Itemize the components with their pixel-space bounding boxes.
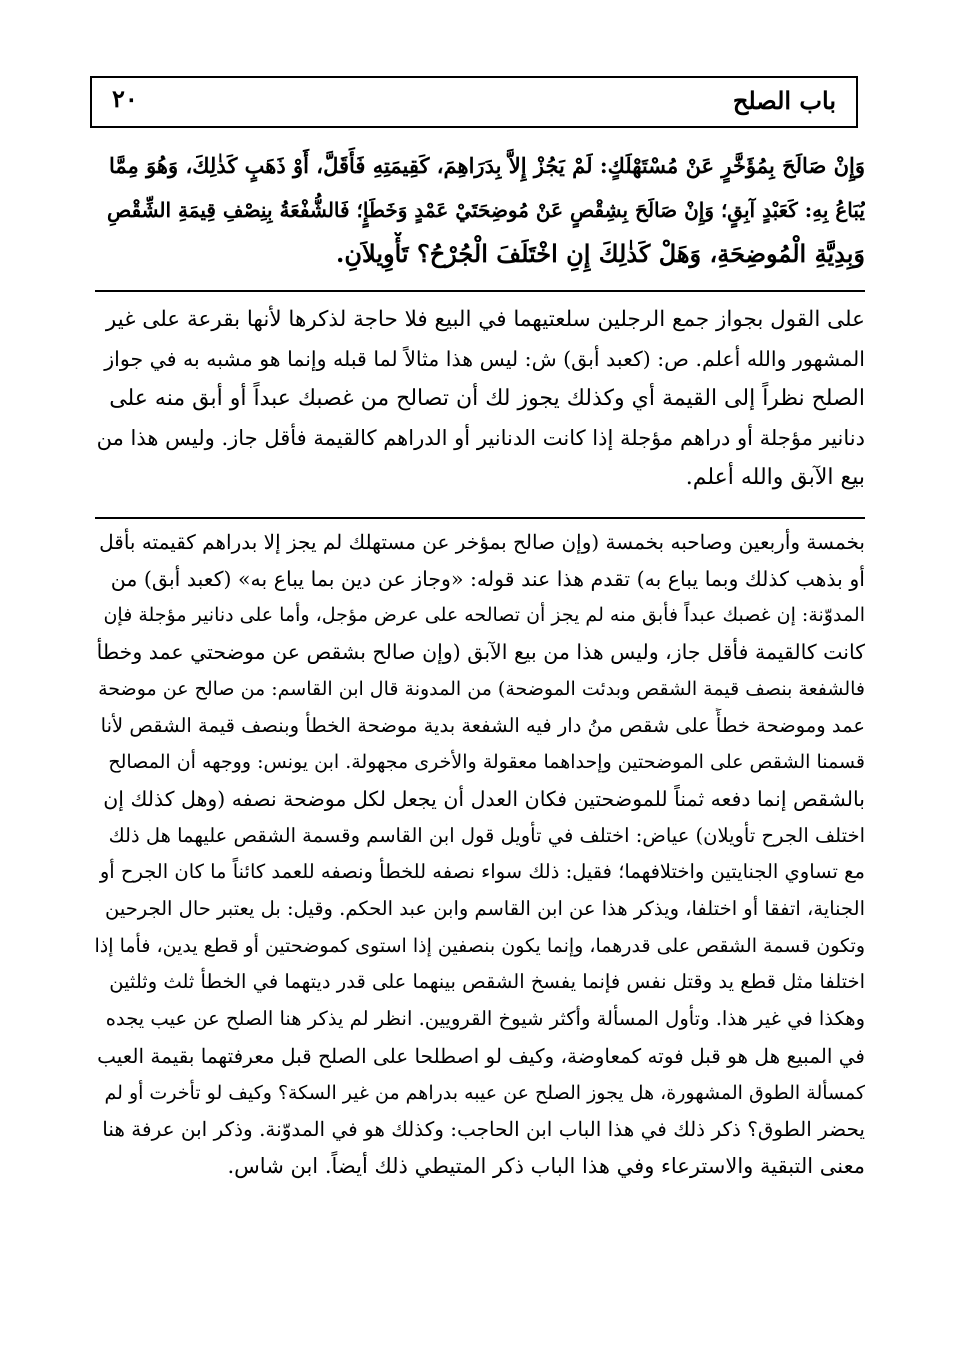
commentary-line: عمد وموضحة خطأً على شقص منُ دار فيه الشفعة بدية موضحة الخطأ وبنصف قيمة الشقص لأنا: [100, 713, 865, 737]
commentary-line: بيع الآبق والله أعلم.: [685, 465, 865, 490]
matn-line: وَبِدِيَّةِ الْمُوضِحَةِ، وَهَلْ كَذٰلِكَ إِنِ اخْتَلَفَ الْجُرْحُ؟ تَأْوِيلاَنِ.: [336, 239, 865, 268]
commentary-line: معنى التبقية والاسترعاء وفي هذا الباب ذكر المتيطي ذلك أيضاً. ابن شاس.: [227, 1153, 865, 1178]
chapter-title: باب الصلح: [732, 86, 836, 115]
commentary-line: مع تساوي الجنايتين واختلافهما؛ فقيل: ذلك سواء نصفه للخطأ ونصفه للعمد كائناً ما كان الجرح أو: [99, 860, 865, 884]
commentary-line: كمسألة الطوق المشهورة، هل يجوز الصلح عن عيبه بدراهم من غير السكة؟ وكيف لو تأخرت أو لم: [104, 1081, 865, 1104]
commentary-first: [95, 300, 865, 498]
commentary-line: فالشفعة بنصف قيمة الشقص وبدئت الموضحة) من المدونة قال ابن القاسم: من صالح عن موضحة: [98, 677, 865, 700]
commentary-line: اختلف الجرح تأويلان) عياض: اختلف في تأويل قول ابن القاسم وقسمة الشقص عليهما هل ذلك: [108, 823, 865, 847]
commentary-line: الصلح نظراً إلى القيمة أي وكذلك يجوز لك أن تصالح من غصبك عبداً أو أبق منه على: [109, 386, 865, 411]
running-header: [90, 76, 858, 128]
commentary-line: يحضر الطوق؟ ذكر ذلك في هذا الباب ابن الحاجب: وكذلك هو في المدوّنة. وذكر ابن عرفة هنا: [102, 1117, 865, 1142]
commentary-line: على القول بجواز جمع الرجلين سلعتيهما في البيع فلا حاجة لذكرها لأنها بقرعة على غير: [105, 307, 865, 332]
commentary-line: أو بذهب كذلك وبما يباع به) تقدم هذا عند قوله: «وجاز عن دين بما يباع به» (كعبد أبق) من: [110, 566, 865, 591]
commentary-line: في المبيع هل هو قبل فوته كمعاوضة، وكيف لو اصطلحا على الصلح قبل معرفتهما بقيمة العيب: [97, 1043, 865, 1068]
page-number: ٢٠: [112, 84, 138, 113]
commentary-line: الجناية، اتفقا أو اختلفا، ويذكر هذا عن ابن القاسم وابن عبد الحكم. وقيل: بل يعتبر حال الجرحين: [104, 897, 865, 921]
commentary-line: كانت كالقيمة فأقل جاز، وليس هذا من بيع الآبق (وإن صالح بشقص عن موضحتي عمد وخطأ: [96, 640, 865, 665]
commentary-line: بخمسة وأربعين وصاحبه بخمسة (وإن صالح بمؤخر عن مستهلك لم يجز إلا بدراهم كقيمته بأقل: [99, 530, 865, 554]
matn-line: يُبَاعُ بِهِ: كَعَبْدٍ آبِقٍ؛ وَإِنْ صَالَحَ بِشِقْصٍ عَنْ مُوضِحَتَيْ عَمْدٍ وَخَطَإٍ؛ فَالشُّفْعَةُ بِنِصْفِ قِيمَةِ الشِّقْصِ: [106, 198, 865, 222]
commentary-line: دنانير مؤجلة أو دراهم مؤجلة إذا كانت الدنانير أو الدراهم كالقيمة فأقل جاز. وليس هذا من: [96, 425, 865, 450]
section-divider: [95, 517, 865, 519]
matn-line: وَإِنْ صَالَحَ بِمُؤَخَّرٍ عَنْ مُسْتَهْلَكٍ: لَمْ يَجُزْ إِلاَّ بِدَرَاهِمَ، كَقِيمَتِهِ فَأَقَلَّ، أَوْ ذَهَبٍ كَذٰلِكَ، وَهُوَ مِمَّا: [108, 153, 865, 178]
commentary-line: المدوّنة: إن غصبك عبداً فأبق منه لم يجز أن تصالحه على عرض مؤجل، وأما على دنانير مؤجلة فإن: [103, 604, 865, 627]
commentary-line: بالشقص إنما دفعه ثمناً للموضحتين فكان العدل أن يجعل لكل موضحة نصفه (وهل كذلك إن: [103, 786, 865, 811]
commentary-line: اختلفا مثل قطع يد وقتل نفس فإنما يفسخ الشقص بينهما على قدر ديتهما في الخطأ ثلث وثلثين: [109, 970, 865, 994]
commentary-second: [95, 524, 865, 1185]
main-text-matn: [95, 144, 865, 276]
commentary-line: وهكذا في غير هذا. وتأول المسألة وأكثر شيوخ القرويين. انظر لم يذكر هنا الصلح عن عيب يجده: [105, 1007, 865, 1031]
section-divider: [95, 290, 865, 292]
commentary-line: قسمنا الشقص على الموضحتين وإحداهما معقولة والأخرى مجهولة. ابن يونس: ووجهه أن المصالح: [108, 751, 865, 774]
commentary-line: المشهور والله أعلم. ص: (كعبد أبق) ش: ليس هذا مثالاً لما قبله وإنما هو مشبه به في جواز: [104, 346, 865, 371]
commentary-line: وتكون قسمة الشقص على قدرهما، وإنما يكون بنصفين إذا استوى كموضحتين أو قطع يدين، فأما إذا: [95, 934, 865, 957]
